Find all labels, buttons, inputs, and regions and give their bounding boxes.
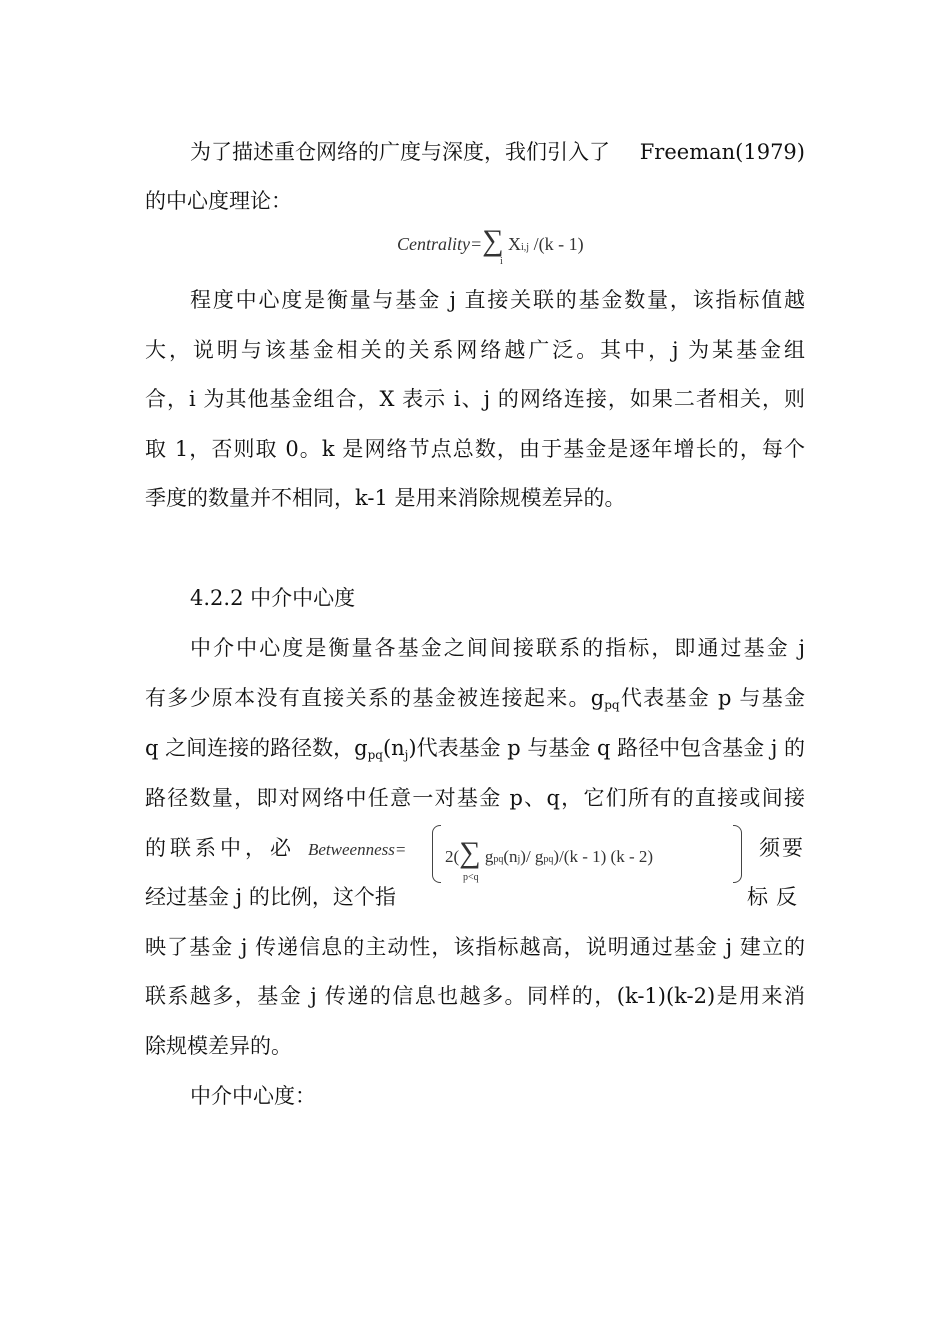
betweenness-lhs-text: Betweenness= bbox=[308, 840, 407, 859]
para2-line1: 程度中心度是衡量与基金 j 直接关联的基金数量，该指标值越 bbox=[190, 288, 805, 312]
para1-line1-right: Freeman(1979) bbox=[639, 140, 805, 164]
para3-line2 bbox=[145, 683, 805, 720]
left-brace bbox=[432, 825, 441, 883]
para2-line3: 合，i 为其他基金组合，X 表示 i、j 的网络连接，如果二者相关，则 bbox=[145, 387, 805, 411]
n-term: (n bbox=[503, 847, 518, 866]
para3-line6-right: 标反 bbox=[747, 885, 805, 909]
betweenness-label: 中介中心度： bbox=[190, 1084, 316, 1108]
betweenness-two: 2 bbox=[445, 847, 454, 866]
sigma-symbol: ∑ bbox=[482, 224, 504, 257]
para3-line5-left: 的联系中，必 bbox=[145, 836, 295, 860]
g2-sub: pq bbox=[543, 854, 554, 865]
g2: g bbox=[534, 847, 544, 866]
betweenness-div: / bbox=[525, 847, 531, 866]
para2-line2: 大，说明与该基金相关的关系网络越广泛。其中，j 为某基金组 bbox=[145, 338, 805, 362]
para3-line3-sub2: j bbox=[404, 748, 409, 762]
centrality-formula bbox=[397, 226, 584, 256]
para3-line5-right: 须要 bbox=[759, 836, 805, 860]
g1: g bbox=[484, 847, 494, 866]
para3-line3-c: )代表基金 p 与基金 q 路径中包含基金 j 的 bbox=[408, 736, 806, 760]
para3-line1: 中介中心度是衡量各基金之间间接联系的指标，即通过基金 j bbox=[190, 636, 805, 660]
para3-line9: 除规模差异的。 bbox=[145, 1034, 292, 1058]
betweenness-body bbox=[445, 838, 653, 868]
betweenness-tail: )/(k - 1) (k - 2) bbox=[553, 847, 654, 866]
betweenness-sigma-index: p<q bbox=[463, 872, 479, 883]
sigma-index: i bbox=[500, 256, 503, 267]
term-x-sub: i,j bbox=[521, 242, 530, 253]
para3-line3-b: (n bbox=[382, 736, 405, 760]
betweenness-open: ( bbox=[453, 847, 460, 866]
term-x: X bbox=[508, 234, 522, 254]
para3-line6-left: 经过基金 j 的比例，这个指 bbox=[145, 885, 396, 909]
para1-line1-left: 为了描述重仓网络的广度与深度，我们引入了 bbox=[190, 140, 610, 164]
para3-line2-a: 有多少原本没有直接关系的基金被连接起来。g bbox=[145, 686, 605, 710]
para3-line2-sub: pq bbox=[604, 698, 620, 712]
g1-sub: pq bbox=[493, 854, 504, 865]
para3-line6 bbox=[145, 882, 805, 912]
para3-line4: 路径数量，即对网络中任意一对基金 p、q，它们所有的直接或间接 bbox=[145, 786, 805, 810]
n-close: ) bbox=[520, 847, 526, 866]
para2-line4: 取 1，否则取 0。k 是网络节点总数，由于基金是逐年增长的，每个 bbox=[145, 437, 805, 461]
para3-line8: 联系越多，基金 j 传递的信息也越多。同样的，(k-1)(k-2)是用来消 bbox=[145, 984, 805, 1008]
centrality-lhs: Centrality= bbox=[397, 234, 483, 254]
centrality-rest: /(k - 1) bbox=[533, 234, 584, 254]
para1-line2: 的中心度理论： bbox=[145, 189, 292, 213]
para3-line3 bbox=[145, 733, 805, 770]
para3-line7: 映了基金 j 传递信息的主动性，该指标越高，说明通过基金 j 建立的 bbox=[145, 935, 805, 959]
para3-line3-a: q 之间连接的路径数，g bbox=[145, 736, 368, 760]
para1-line1 bbox=[190, 137, 805, 167]
n-sub: j bbox=[517, 854, 521, 865]
para3-line3-sub: pq bbox=[367, 748, 383, 762]
betweenness-lhs bbox=[308, 840, 406, 860]
para3-line2-b: 代表基金 p 与基金 bbox=[619, 686, 805, 710]
para2-line5: 季度的数量并不相同，k-1 是用来消除规模差异的。 bbox=[145, 486, 626, 510]
betweenness-sigma: ∑ bbox=[459, 836, 481, 869]
section-heading: 4.2.2 中介中心度 bbox=[190, 586, 356, 610]
right-brace bbox=[733, 825, 742, 883]
